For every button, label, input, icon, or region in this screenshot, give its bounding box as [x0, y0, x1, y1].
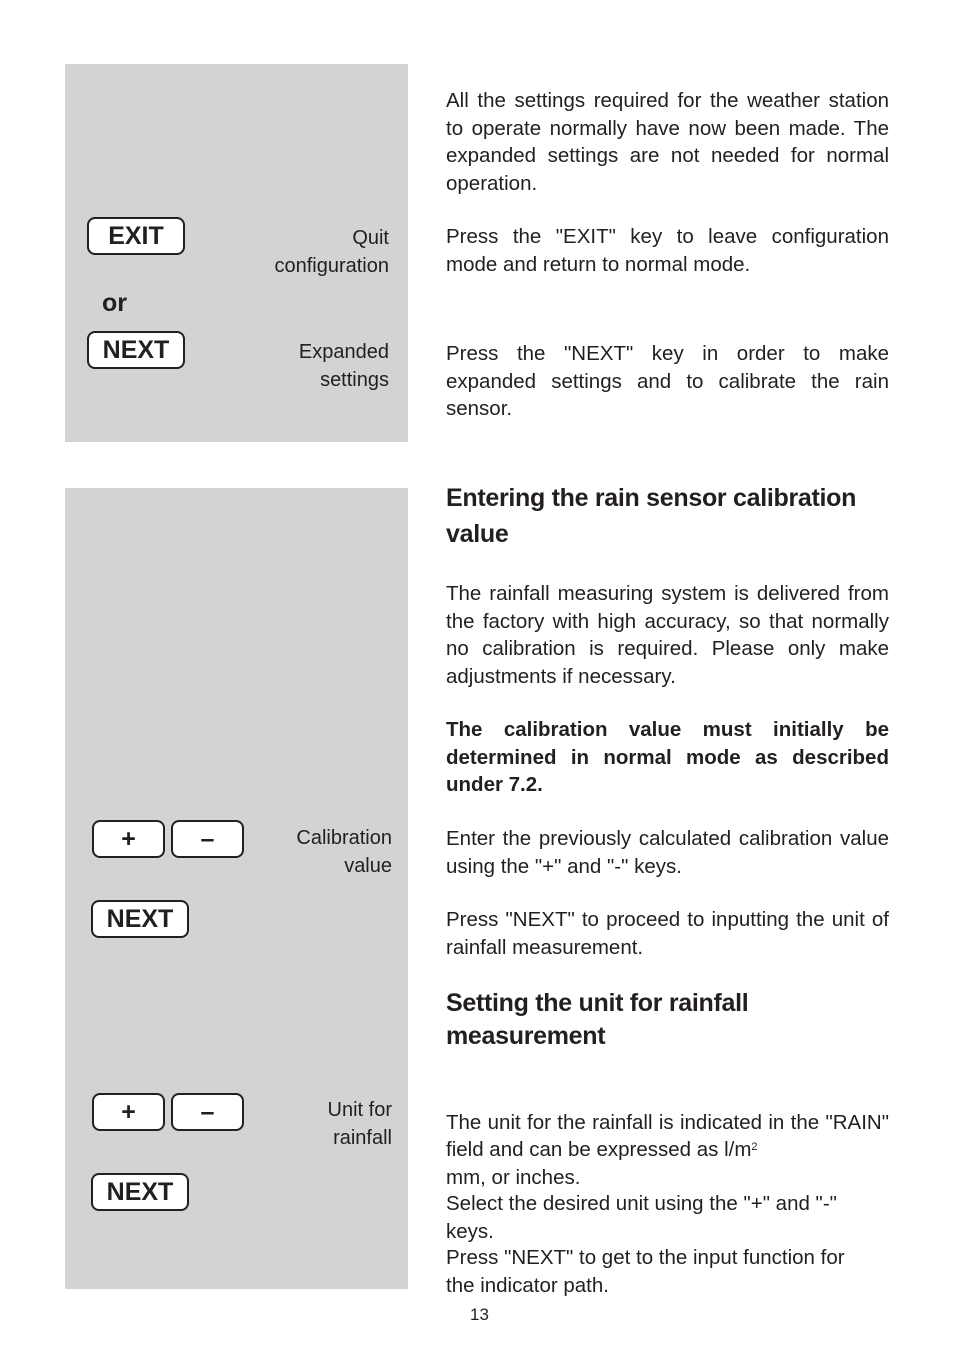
unit-intro-text-end: mm, or inches.	[446, 1165, 581, 1189]
calibration-note-paragraph: The calibration value must initially be determined in normal mode as described under 7.2.	[446, 718, 889, 796]
calibration-next-paragraph: Press "NEXT" to proceed to inputting the unit of rainfall measurement.	[446, 908, 889, 959]
next-paragraph: Press the "NEXT" key in order to make expanded settings and to calibrate the rain sensor.	[446, 342, 889, 420]
next-key[interactable]: NEXT	[87, 331, 185, 369]
calibration-heading: Entering the rain sensor calibration value	[446, 484, 857, 548]
unit-heading: Setting the unit for rainfall measurement	[446, 989, 749, 1050]
unit-intro-text: The unit for the rainfall is indicated in the "RAIN" field and can be expressed as l/m	[446, 1110, 889, 1161]
unit-select-paragraph: Select the desired unit using the "+" and "-" keys.	[446, 1192, 837, 1243]
plus-key[interactable]: +	[92, 820, 165, 858]
page-number: 13	[470, 1305, 489, 1324]
calibration-intro-paragraph: The rainfall measuring system is delivered from the factory with high accuracy, so that normally no calibration is required. Please only make adjustments if necessary.	[446, 582, 889, 688]
plus-key[interactable]: +	[92, 1093, 165, 1131]
exit-key[interactable]: EXIT	[87, 217, 185, 255]
unit-next-paragraph: Press "NEXT" to get to the input function for the indicator path.	[446, 1246, 845, 1297]
next-key[interactable]: NEXT	[91, 900, 189, 938]
key-panel-bottom	[65, 488, 408, 1289]
unit-for-rainfall-label: Unit for rainfall	[327, 1099, 392, 1149]
or-label: or	[102, 289, 127, 317]
minus-key[interactable]: –	[171, 1093, 244, 1131]
intro-paragraph: All the settings required for the weather station to operate normally have now been made. The expanded settings are not needed for normal operation.	[446, 89, 889, 195]
exit-paragraph: Press the "EXIT" key to leave configuration mode and return to normal mode.	[446, 225, 889, 276]
minus-key[interactable]: –	[171, 820, 244, 858]
next-key-label: Expanded settings	[298, 341, 389, 391]
unit-superscript: 2	[751, 1141, 758, 1153]
calibration-enter-paragraph: Enter the previously calculated calibration value using the "+" and "-" keys.	[446, 827, 889, 878]
next-key[interactable]: NEXT	[91, 1173, 189, 1211]
key-panel-top	[65, 64, 408, 442]
calibration-value-label: Calibration value	[296, 827, 392, 877]
exit-key-label: Quit configuration	[274, 227, 389, 277]
